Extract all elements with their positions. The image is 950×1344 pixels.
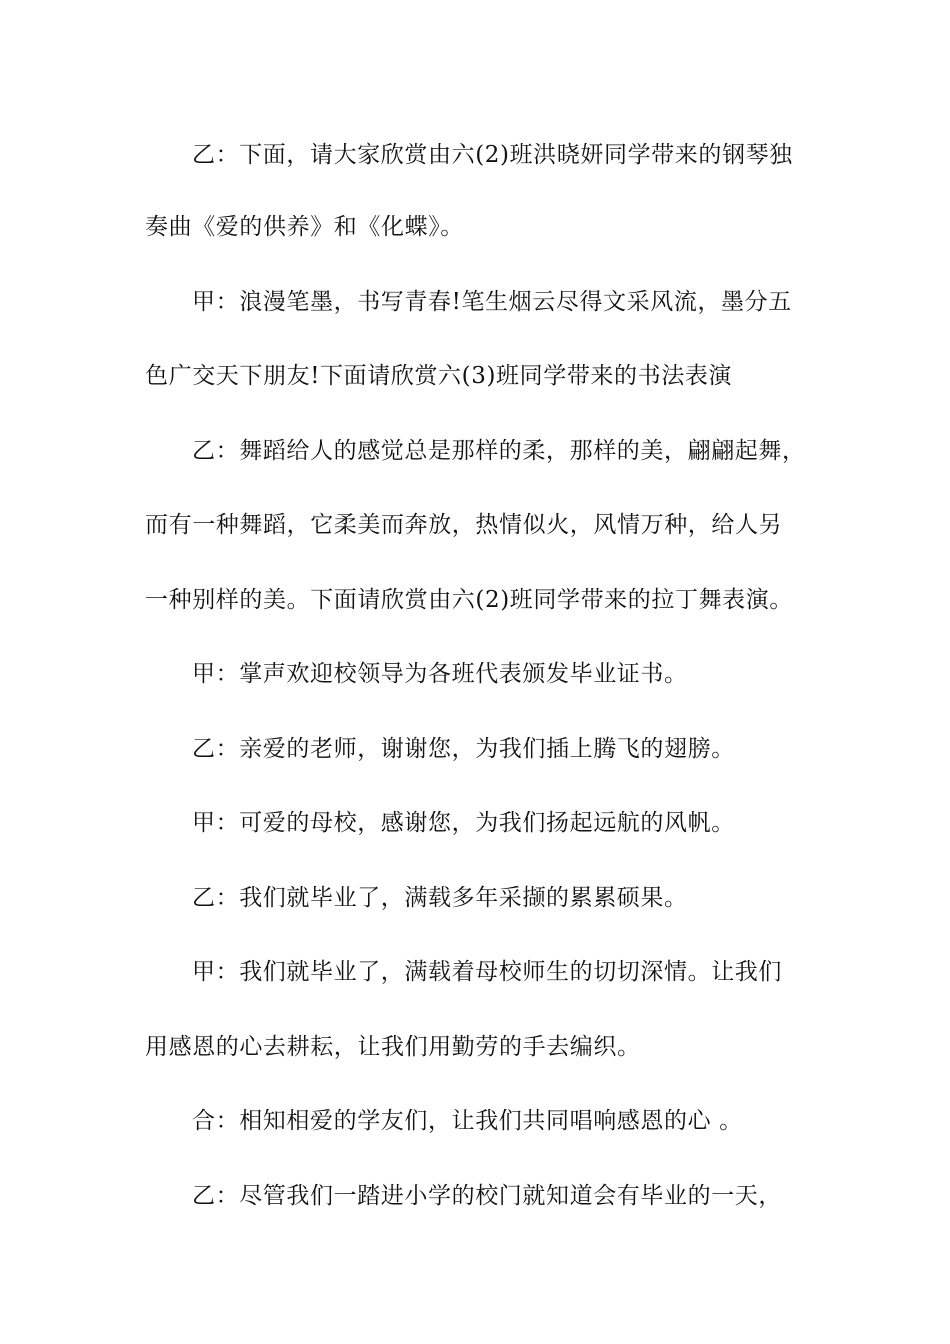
script-line-jia-school: 甲：可爱的母校，感谢您，为我们扬起远航的风帆。 <box>192 810 735 836</box>
script-line-yi-school-gate: 乙：尽管我们一踏进小学的校门就知道会有毕业的一天， <box>192 1183 782 1209</box>
script-line-yi-piano: 乙：下面，请大家欣赏由六(2)班洪晓妍同学带来的钢琴独 <box>192 142 793 168</box>
script-line-yi-teacher: 乙：亲爱的老师，谢谢您，为我们插上腾飞的翅膀。 <box>192 736 735 762</box>
script-line-dance-cont-2: 一种别样的美。下面请欣赏由六(2)班同学带来的拉丁舞表演。 <box>145 587 793 613</box>
script-line-jia-graduate-cont: 用感恩的心去耕耘，让我们用勤劳的手去编织。 <box>145 1034 641 1060</box>
script-line-together: 合：相知相爱的学友们，让我们共同唱响感恩的心 。 <box>192 1108 743 1134</box>
script-line-calligraphy-cont: 色广交天下朋友!下面请欣赏六(3)班同学带来的书法表演 <box>145 363 733 389</box>
script-line-yi-graduate: 乙：我们就毕业了，满载多年采撷的累累硕果。 <box>192 885 688 911</box>
script-line-jia-graduate: 甲：我们就毕业了，满载着母校师生的切切深情。让我们 <box>192 959 782 985</box>
script-line-jia-certificates: 甲：掌声欢迎校领导为各班代表颁发毕业证书。 <box>192 661 688 687</box>
script-line-piano-cont: 奏曲《爱的供养》和《化蝶》。 <box>145 214 464 240</box>
script-line-dance-cont-1: 而有一种舞蹈，它柔美而奔放，热情似火，风情万种，给人另 <box>145 512 783 538</box>
script-line-jia-calligraphy: 甲：浪漫笔墨，书写青春!笔生烟云尽得文采风流，墨分五 <box>192 289 792 315</box>
script-line-yi-dance: 乙：舞蹈给人的感觉总是那样的柔，那样的美，翩翩起舞， <box>192 438 806 464</box>
